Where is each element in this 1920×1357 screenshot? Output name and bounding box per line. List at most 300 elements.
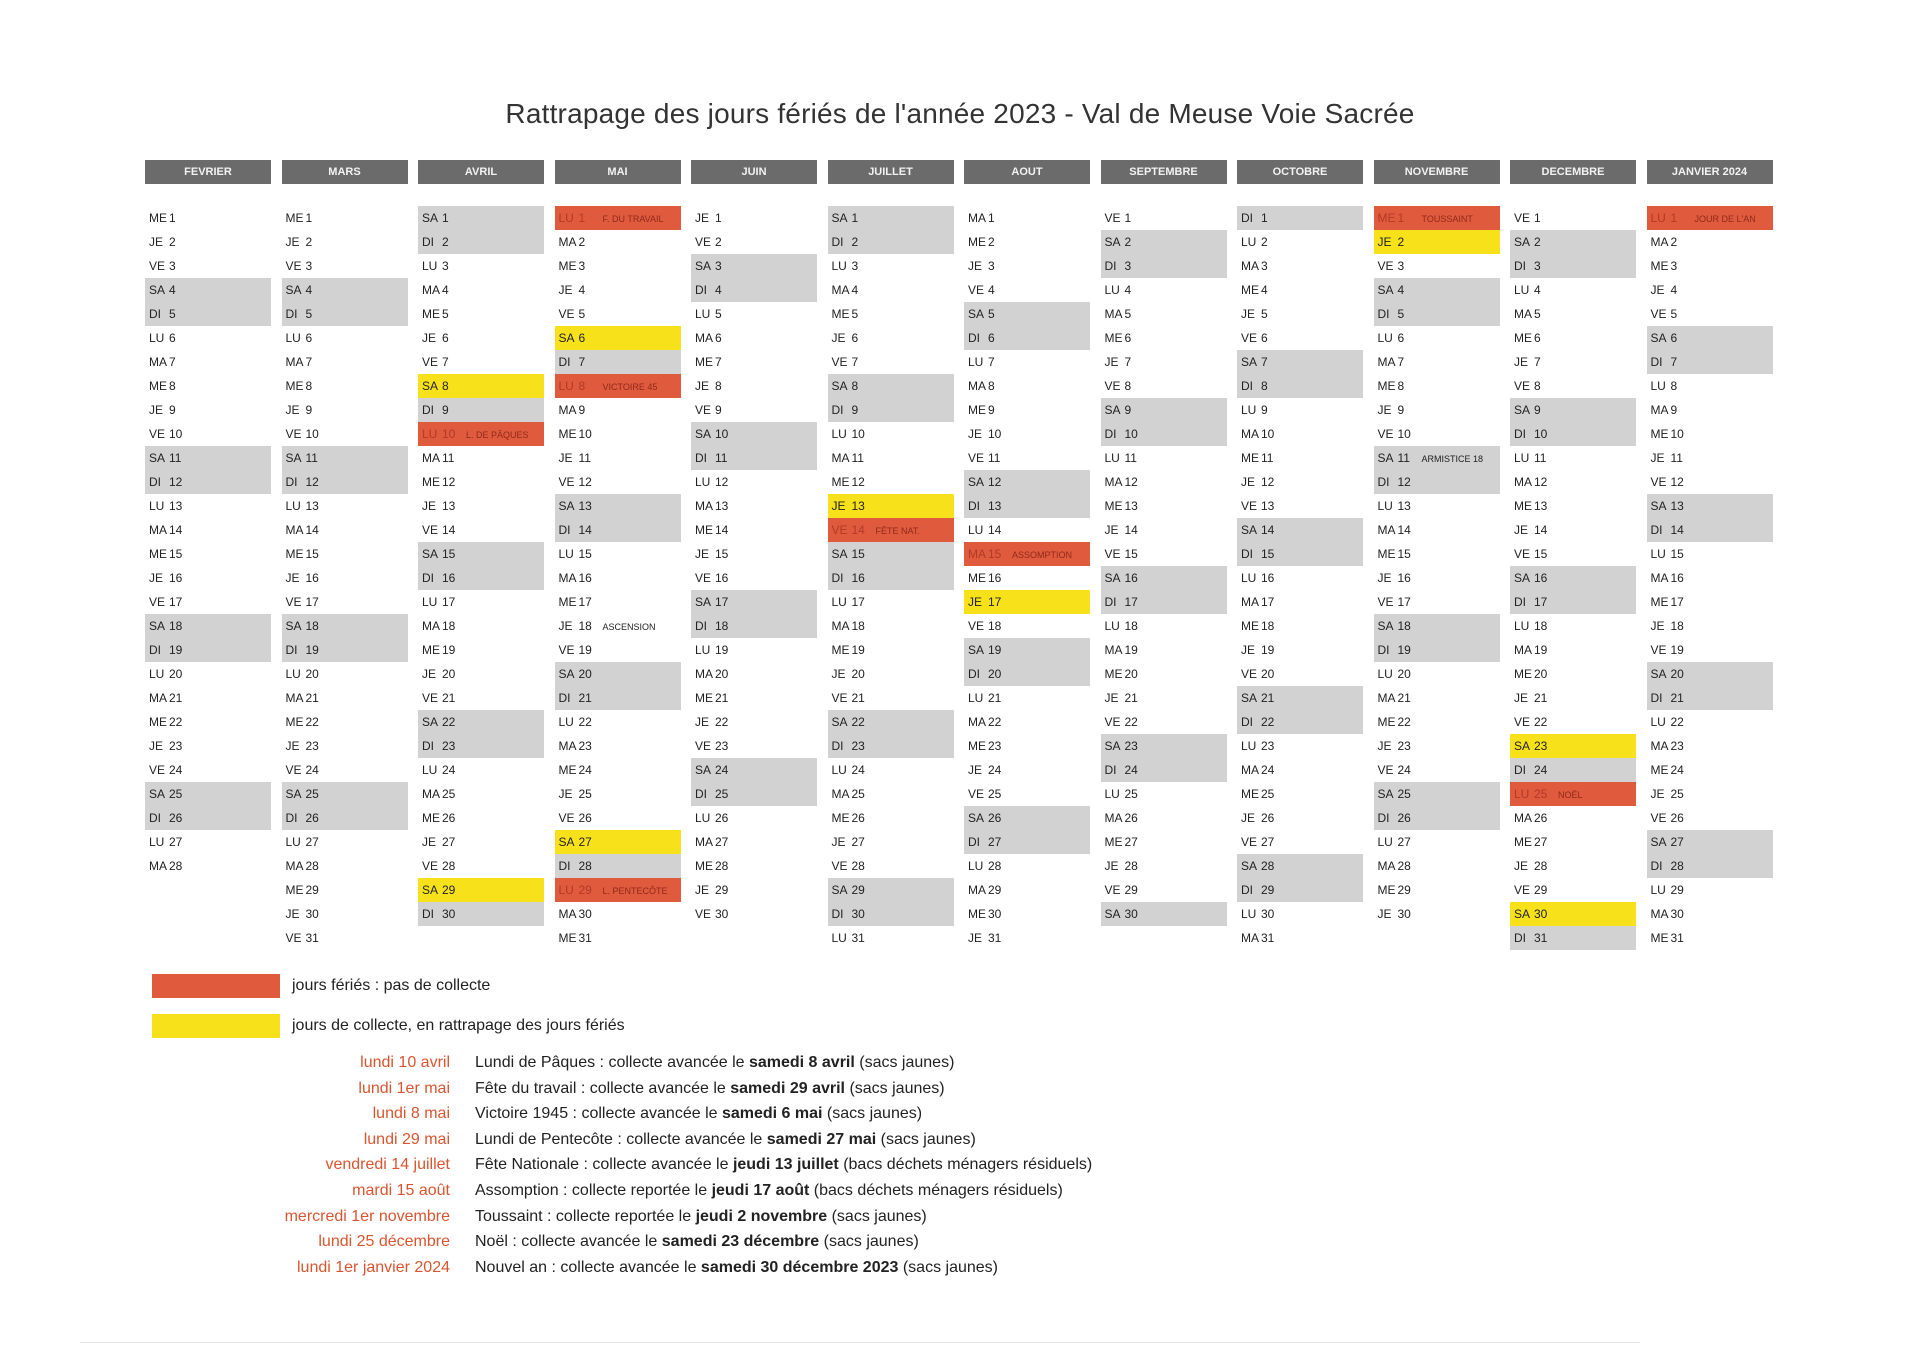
day-row bbox=[1510, 758, 1636, 782]
day-row bbox=[828, 710, 954, 734]
note-description: Fête Nationale : collecte avancée le jeudi 13 juillet (bacs déchets ménagers résiduels) bbox=[475, 1156, 1093, 1174]
day-abbr: JE bbox=[558, 451, 573, 465]
day-row bbox=[691, 206, 817, 230]
day-abbr: SA bbox=[1514, 571, 1531, 585]
day-number: 8 bbox=[1670, 379, 1678, 393]
day-row bbox=[282, 302, 408, 326]
day-row bbox=[1237, 854, 1363, 878]
day-row bbox=[964, 758, 1090, 782]
day-number: 7 bbox=[578, 355, 586, 369]
day-row bbox=[1647, 566, 1773, 590]
day-number: 15 bbox=[851, 547, 865, 561]
day-abbr: ME bbox=[1104, 835, 1123, 849]
day-abbr: MA bbox=[695, 499, 713, 513]
day-abbr: JE bbox=[1514, 523, 1529, 537]
day-row bbox=[1101, 206, 1227, 230]
day-number: 10 bbox=[715, 427, 729, 441]
day-abbr: VE bbox=[1650, 811, 1667, 825]
day-number: 25 bbox=[1261, 787, 1275, 801]
day-abbr: DI bbox=[1241, 211, 1253, 225]
day-row bbox=[691, 638, 817, 662]
day-number: 21 bbox=[715, 691, 729, 705]
day-abbr: ME bbox=[831, 811, 850, 825]
day-row bbox=[1374, 446, 1500, 470]
day-abbr: LU bbox=[422, 595, 438, 609]
month-header: FEVRIER bbox=[145, 160, 271, 184]
day-abbr: DI bbox=[1241, 547, 1253, 561]
day-number: 24 bbox=[442, 763, 456, 777]
day-number: 28 bbox=[1124, 859, 1138, 873]
day-abbr: VE bbox=[695, 571, 712, 585]
day-abbr: MA bbox=[1241, 259, 1259, 273]
day-row bbox=[1101, 446, 1227, 470]
day-number: 23 bbox=[851, 739, 865, 753]
day-abbr: SA bbox=[695, 427, 712, 441]
day-abbr: MA bbox=[831, 283, 850, 297]
day-number: 27 bbox=[1124, 835, 1138, 849]
day-number: 9 bbox=[1124, 403, 1132, 417]
day-number: 22 bbox=[988, 715, 1002, 729]
day-number: 7 bbox=[1670, 355, 1678, 369]
day-row bbox=[1237, 686, 1363, 710]
day-number: 11 bbox=[1261, 451, 1274, 465]
day-row bbox=[1237, 782, 1363, 806]
day-number: 19 bbox=[1124, 643, 1138, 657]
day-abbr: DI bbox=[422, 907, 434, 921]
day-abbr: SA bbox=[1650, 499, 1667, 513]
day-abbr: SA bbox=[149, 619, 166, 633]
day-row bbox=[1237, 710, 1363, 734]
day-number: 23 bbox=[305, 739, 319, 753]
month-header: MAI bbox=[555, 160, 681, 184]
day-row bbox=[282, 854, 408, 878]
day-abbr: JE bbox=[149, 739, 164, 753]
day-row bbox=[282, 422, 408, 446]
day-abbr: VE bbox=[285, 595, 302, 609]
day-abbr: ME bbox=[422, 811, 440, 825]
day-row bbox=[1237, 734, 1363, 758]
day-row bbox=[1647, 806, 1773, 830]
day-abbr: ME bbox=[558, 931, 577, 945]
day-number: 6 bbox=[988, 331, 995, 345]
day-number: 7 bbox=[988, 355, 995, 369]
day-number: 31 bbox=[1534, 931, 1548, 945]
day-number: 18 bbox=[851, 619, 865, 633]
day-abbr: ME bbox=[1514, 835, 1532, 849]
day-abbr: ME bbox=[1104, 499, 1123, 513]
day-abbr: LU bbox=[968, 691, 984, 705]
day-number: 20 bbox=[1124, 667, 1138, 681]
day-number: 18 bbox=[988, 619, 1002, 633]
day-abbr: SA bbox=[1241, 523, 1258, 537]
day-number: 25 bbox=[442, 787, 456, 801]
day-number: 24 bbox=[1261, 763, 1275, 777]
day-row bbox=[1510, 302, 1636, 326]
day-number: 17 bbox=[988, 595, 1002, 609]
day-abbr: MA bbox=[149, 691, 167, 705]
day-number: 18 bbox=[169, 619, 183, 633]
month-header: JANVIER 2024 bbox=[1647, 160, 1773, 184]
day-number: 15 bbox=[1397, 547, 1411, 561]
day-row bbox=[1647, 470, 1773, 494]
day-row bbox=[1101, 710, 1227, 734]
day-row bbox=[145, 734, 271, 758]
day-abbr: ME bbox=[695, 523, 713, 537]
day-row bbox=[282, 758, 408, 782]
day-number: 3 bbox=[715, 259, 722, 273]
day-row bbox=[1101, 590, 1227, 614]
day-abbr: JE bbox=[1241, 811, 1256, 825]
day-row bbox=[1374, 518, 1500, 542]
day-row bbox=[555, 830, 681, 854]
day-abbr: MA bbox=[1650, 235, 1669, 249]
day-abbr: MA bbox=[149, 523, 167, 537]
day-abbr: LU bbox=[831, 259, 847, 273]
day-abbr: DI bbox=[1241, 883, 1253, 897]
day-number: 6 bbox=[169, 331, 176, 345]
day-abbr: DI bbox=[422, 403, 434, 417]
day-abbr: LU bbox=[1650, 715, 1666, 729]
day-row bbox=[1374, 326, 1500, 350]
holiday-notes bbox=[0, 1050, 1920, 1280]
day-row bbox=[964, 398, 1090, 422]
note-description: Lundi de Pâques : collecte avancée le samedi 8 avril (sacs jaunes) bbox=[475, 1054, 955, 1071]
day-abbr: MA bbox=[558, 571, 577, 585]
day-number: 19 bbox=[1261, 643, 1275, 657]
day-abbr: JE bbox=[1650, 451, 1665, 465]
day-number: 3 bbox=[1397, 259, 1405, 273]
day-abbr: SA bbox=[1650, 331, 1667, 345]
day-abbr: MA bbox=[422, 619, 440, 633]
day-row bbox=[691, 854, 817, 878]
day-row bbox=[1237, 806, 1363, 830]
day-number: 25 bbox=[1397, 787, 1411, 801]
day-abbr: JE bbox=[558, 619, 573, 633]
day-row bbox=[1647, 638, 1773, 662]
day-row bbox=[145, 350, 271, 374]
holiday-label: ASCENSION bbox=[602, 622, 656, 632]
month-column bbox=[1101, 160, 1227, 926]
note-description: Fête du travail : collecte avancée le samedi 29 avril (sacs jaunes) bbox=[475, 1079, 945, 1097]
day-row bbox=[1647, 422, 1773, 446]
day-number: 8 bbox=[1397, 379, 1405, 393]
day-number: 20 bbox=[169, 667, 183, 681]
day-number: 29 bbox=[442, 883, 456, 897]
day-abbr: ME bbox=[285, 379, 304, 393]
day-row bbox=[282, 518, 408, 542]
day-number: 7 bbox=[1534, 355, 1541, 369]
day-abbr: SA bbox=[1514, 235, 1531, 249]
day-row bbox=[828, 926, 954, 950]
day-abbr: SA bbox=[558, 835, 575, 849]
day-row bbox=[555, 734, 681, 758]
day-row bbox=[828, 782, 954, 806]
day-row bbox=[1101, 326, 1227, 350]
day-row bbox=[145, 206, 271, 230]
legend-swatch bbox=[152, 974, 280, 998]
month-header: OCTOBRE bbox=[1237, 160, 1363, 184]
note-date: lundi 8 mai bbox=[372, 1105, 450, 1123]
day-number: 29 bbox=[1670, 883, 1684, 897]
day-row bbox=[964, 302, 1090, 326]
day-row bbox=[145, 614, 271, 638]
day-row bbox=[555, 926, 681, 950]
day-number: 8 bbox=[169, 379, 176, 393]
day-abbr: LU bbox=[1377, 667, 1393, 681]
day-number: 28 bbox=[305, 859, 319, 873]
day-abbr: JE bbox=[1104, 691, 1119, 705]
day-number: 22 bbox=[715, 715, 729, 729]
day-number: 29 bbox=[305, 883, 319, 897]
note-row bbox=[0, 1178, 1920, 1204]
day-number: 23 bbox=[1124, 739, 1138, 753]
day-row bbox=[1510, 686, 1636, 710]
day-row bbox=[555, 782, 681, 806]
day-abbr: MA bbox=[558, 235, 577, 249]
day-row bbox=[555, 278, 681, 302]
day-abbr: JE bbox=[968, 763, 983, 777]
day-number: 30 bbox=[988, 907, 1002, 921]
day-number: 21 bbox=[988, 691, 1002, 705]
day-abbr: MA bbox=[831, 451, 850, 465]
day-abbr: VE bbox=[1514, 379, 1531, 393]
day-abbr: DI bbox=[695, 787, 707, 801]
day-number: 21 bbox=[169, 691, 183, 705]
day-number: 13 bbox=[715, 499, 729, 513]
month-column bbox=[1237, 160, 1363, 950]
day-number: 21 bbox=[1397, 691, 1411, 705]
day-abbr: JE bbox=[1514, 859, 1529, 873]
day-abbr: ME bbox=[1241, 619, 1259, 633]
day-abbr: MA bbox=[968, 715, 986, 729]
holiday-label: L. DE PÂQUES bbox=[466, 430, 529, 440]
day-number: 11 bbox=[305, 451, 318, 465]
day-number: 4 bbox=[1124, 283, 1132, 297]
day-row bbox=[1237, 350, 1363, 374]
day-row bbox=[691, 470, 817, 494]
day-number: 17 bbox=[442, 595, 456, 609]
day-number: 15 bbox=[1670, 547, 1684, 561]
day-abbr: DI bbox=[1104, 427, 1117, 441]
day-number: 20 bbox=[1261, 667, 1275, 681]
day-row bbox=[1101, 494, 1227, 518]
day-abbr: MA bbox=[695, 667, 713, 681]
day-number: 12 bbox=[305, 475, 319, 489]
day-abbr: LU bbox=[968, 355, 984, 369]
day-abbr: DI bbox=[968, 667, 980, 681]
day-row bbox=[1647, 926, 1773, 950]
day-number: 27 bbox=[1670, 835, 1684, 849]
day-number: 1 bbox=[988, 211, 995, 225]
day-abbr: DI bbox=[285, 475, 298, 489]
day-row bbox=[418, 782, 544, 806]
day-row bbox=[964, 662, 1090, 686]
day-row bbox=[1237, 662, 1363, 686]
day-abbr: MA bbox=[968, 379, 986, 393]
day-abbr: SA bbox=[1514, 403, 1531, 417]
day-row bbox=[1237, 518, 1363, 542]
day-row bbox=[555, 878, 681, 902]
day-row bbox=[282, 830, 408, 854]
month-column bbox=[282, 160, 408, 950]
day-number: 8 bbox=[988, 379, 995, 393]
day-row bbox=[1237, 446, 1363, 470]
day-number: 26 bbox=[578, 811, 592, 825]
day-abbr: LU bbox=[1241, 235, 1257, 249]
day-number: 23 bbox=[578, 739, 592, 753]
day-abbr: JE bbox=[695, 547, 710, 561]
day-number: 11 bbox=[442, 451, 455, 465]
day-number: 12 bbox=[578, 475, 592, 489]
day-number: 20 bbox=[1397, 667, 1411, 681]
day-row bbox=[282, 494, 408, 518]
day-row bbox=[964, 326, 1090, 350]
day-abbr: LU bbox=[422, 763, 438, 777]
day-number: 20 bbox=[578, 667, 592, 681]
day-number: 9 bbox=[715, 403, 722, 417]
day-number: 14 bbox=[851, 523, 865, 537]
day-row bbox=[1374, 302, 1500, 326]
day-number: 19 bbox=[1670, 643, 1684, 657]
day-number: 12 bbox=[988, 475, 1002, 489]
day-row bbox=[1374, 494, 1500, 518]
day-row bbox=[1374, 758, 1500, 782]
day-abbr: LU bbox=[285, 667, 301, 681]
note-description: Assomption : collecte reportée le jeudi 17 août (bacs déchets ménagers résiduels) bbox=[475, 1181, 1063, 1199]
day-row bbox=[691, 590, 817, 614]
day-number: 29 bbox=[578, 883, 592, 897]
day-number: 26 bbox=[305, 811, 319, 825]
day-row bbox=[418, 662, 544, 686]
day-number: 16 bbox=[988, 571, 1002, 585]
day-abbr: LU bbox=[558, 211, 574, 225]
day-number: 28 bbox=[578, 859, 592, 873]
day-number: 27 bbox=[442, 835, 456, 849]
day-row bbox=[964, 230, 1090, 254]
day-abbr: LU bbox=[285, 835, 301, 849]
day-row bbox=[691, 398, 817, 422]
day-row bbox=[691, 902, 817, 926]
day-number: 27 bbox=[578, 835, 592, 849]
day-row bbox=[418, 254, 544, 278]
day-abbr: DI bbox=[831, 739, 844, 753]
day-row bbox=[964, 710, 1090, 734]
day-abbr: LU bbox=[422, 427, 438, 441]
day-abbr: SA bbox=[1241, 859, 1258, 873]
day-abbr: LU bbox=[558, 547, 574, 561]
day-row bbox=[1101, 878, 1227, 902]
day-row bbox=[964, 686, 1090, 710]
day-row bbox=[1101, 638, 1227, 662]
day-number: 19 bbox=[988, 643, 1002, 657]
day-abbr: SA bbox=[831, 547, 848, 561]
day-row bbox=[418, 638, 544, 662]
day-row bbox=[1510, 446, 1636, 470]
day-abbr: MA bbox=[1104, 643, 1123, 657]
day-abbr: DI bbox=[149, 307, 161, 321]
day-number: 8 bbox=[578, 379, 586, 393]
day-row bbox=[1510, 374, 1636, 398]
day-abbr: DI bbox=[1514, 427, 1526, 441]
day-row bbox=[282, 878, 408, 902]
day-number: 10 bbox=[169, 427, 183, 441]
day-abbr: VE bbox=[1377, 427, 1394, 441]
day-row bbox=[1647, 374, 1773, 398]
day-number: 13 bbox=[305, 499, 319, 513]
day-number: 19 bbox=[1534, 643, 1548, 657]
day-row bbox=[828, 278, 954, 302]
day-abbr: SA bbox=[1104, 403, 1121, 417]
day-abbr: JE bbox=[831, 835, 846, 849]
day-abbr: MA bbox=[1514, 307, 1532, 321]
day-row bbox=[555, 638, 681, 662]
day-number: 6 bbox=[1261, 331, 1268, 345]
day-row bbox=[691, 542, 817, 566]
day-abbr: ME bbox=[695, 859, 713, 873]
day-abbr: ME bbox=[1650, 595, 1669, 609]
day-row bbox=[145, 710, 271, 734]
day-row bbox=[1237, 638, 1363, 662]
day-row bbox=[1237, 590, 1363, 614]
day-row bbox=[555, 902, 681, 926]
day-number: 4 bbox=[305, 283, 313, 297]
day-number: 14 bbox=[1534, 523, 1548, 537]
note-row bbox=[0, 1152, 1920, 1178]
day-abbr: DI bbox=[1377, 307, 1390, 321]
day-abbr: SA bbox=[695, 595, 712, 609]
day-abbr: VE bbox=[422, 691, 439, 705]
day-number: 8 bbox=[1124, 379, 1132, 393]
day-row bbox=[1237, 470, 1363, 494]
day-row bbox=[1101, 686, 1227, 710]
day-number: 5 bbox=[305, 307, 313, 321]
day-number: 10 bbox=[988, 427, 1002, 441]
day-number: 5 bbox=[851, 307, 859, 321]
day-row bbox=[1510, 350, 1636, 374]
day-row bbox=[1101, 902, 1227, 926]
day-abbr: ME bbox=[422, 475, 440, 489]
day-abbr: MA bbox=[968, 547, 986, 561]
note-row bbox=[0, 1076, 1920, 1102]
day-abbr: SA bbox=[968, 475, 985, 489]
day-number: 11 bbox=[1124, 451, 1137, 465]
day-number: 2 bbox=[442, 235, 449, 249]
day-number: 26 bbox=[851, 811, 865, 825]
day-row bbox=[1374, 590, 1500, 614]
day-abbr: VE bbox=[831, 355, 848, 369]
note-description: Nouvel an : collecte avancée le samedi 30 décembre 2023 (sacs jaunes) bbox=[475, 1258, 998, 1276]
day-number: 18 bbox=[305, 619, 319, 633]
day-row bbox=[1101, 254, 1227, 278]
day-row bbox=[282, 686, 408, 710]
day-number: 13 bbox=[851, 499, 865, 513]
day-row bbox=[418, 902, 544, 926]
day-abbr: JE bbox=[149, 571, 164, 585]
day-abbr: SA bbox=[831, 883, 848, 897]
day-row bbox=[145, 758, 271, 782]
day-number: 6 bbox=[305, 331, 313, 345]
note-row bbox=[0, 1229, 1920, 1255]
day-row bbox=[1374, 470, 1500, 494]
day-abbr: ME bbox=[1104, 667, 1123, 681]
day-row bbox=[418, 710, 544, 734]
day-abbr: SA bbox=[285, 787, 302, 801]
day-number: 21 bbox=[851, 691, 865, 705]
day-abbr: LU bbox=[149, 331, 165, 345]
day-row bbox=[1510, 734, 1636, 758]
day-row bbox=[555, 302, 681, 326]
day-number: 7 bbox=[851, 355, 859, 369]
